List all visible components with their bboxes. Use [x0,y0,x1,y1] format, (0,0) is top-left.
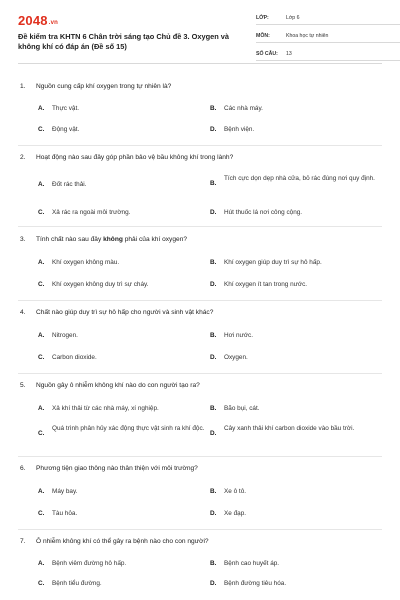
question-5 [18,375,382,457]
meta-value: 13 [286,50,292,57]
option-d[interactable]: D. Hút thuốc lá nơi công cộng. [210,209,303,216]
option-d[interactable]: D. Cây xanh thải khí carbon dioxide vào bầu trời. [210,425,355,437]
option-c[interactable]: C. Động vật. [38,126,80,133]
option-b[interactable]: B. Bão bụi, cát. [210,405,260,412]
option-a[interactable]: A. Khí oxygen không màu. [38,259,120,266]
site-logo[interactable]: 2048.vn [18,13,59,28]
question-number: 2. [20,154,26,161]
option-a[interactable]: A. Xả khí thải từ các nhà máy, xí nghiệp. [38,405,159,412]
option-b[interactable]: B. Tích cực dọn dẹp nhà cửa, bỏ rác đúng nơi quy định. [210,175,375,187]
question-7 [18,531,382,600]
option-c[interactable]: C. Bệnh tiểu đường. [38,580,102,587]
question-6 [18,458,382,530]
question-text: Nguồn cung cấp khí oxygen trong tự nhiên là? [36,83,172,90]
meta-label: SỐ CÂU: [256,50,278,57]
question-text: Hoạt động nào sau đây góp phần bảo vệ bầu không khí trong lành? [36,154,234,161]
meta-label: LỚP: [256,14,269,21]
meta-label: MÔN: [256,32,270,39]
option-b[interactable]: B. Hơi nước. [210,332,253,339]
question-text: Chất nào giúp duy trì sự hô hấp cho người và sinh vật khác? [36,309,214,316]
option-c[interactable]: C. Quá trình phân hủy xác động thực vật sinh ra khí độc. [38,425,205,437]
question-number: 4. [20,309,26,316]
option-d[interactable]: D. Khí oxygen ít tan trong nước. [210,281,308,288]
option-a[interactable]: A. Thực vật. [38,105,80,112]
exam-meta [256,11,400,65]
meta-row-count [256,47,400,61]
option-d[interactable]: D. Xe đạp. [210,510,247,517]
option-b[interactable]: B. Bệnh cao huyết áp. [210,560,280,567]
question-1 [18,76,382,146]
page-title: Đề kiểm tra KHTN 6 Chân trời sáng tạo Chủ đề 3. Oxygen và không khí có đáp án (Đề số 15) [18,32,230,51]
option-a[interactable]: A. Đốt rác thải. [38,181,87,188]
page-header [18,0,382,64]
question-text: Ô nhiễm không khí có thể gây ra bệnh nào cho con người? [36,538,209,545]
option-b[interactable]: B. Khí oxygen giúp duy trì sự hô hấp. [210,259,322,266]
question-text: Phương tiện giao thông nào thân thiện với môi trường? [36,465,198,472]
option-d[interactable]: D. Oxygen. [210,354,248,361]
question-number: 6. [20,465,26,472]
option-d[interactable]: D. Bệnh đường tiêu hóa. [210,580,287,587]
option-a[interactable]: A. Máy bay. [38,488,78,495]
option-c[interactable]: C. Xả rác ra ngoài môi trường. [38,209,131,216]
question-text: Tính chất nào sau đây không phải của khí oxygen? [36,236,188,243]
option-c[interactable]: C. Tàu hỏa. [38,510,78,517]
meta-row-subject [256,29,400,43]
question-text: Nguồn gây ô nhiễm không khí nào do con người tạo ra? [36,382,200,389]
question-number: 1. [20,83,26,90]
question-4 [18,302,382,374]
question-2 [18,147,382,227]
question-number: 3. [20,236,26,243]
meta-row-class [256,11,400,25]
question-number: 7. [20,538,26,545]
question-3 [18,229,382,301]
option-c[interactable]: C. Khí oxygen không duy trì sự cháy. [38,281,149,288]
option-b[interactable]: B. Xe ô tô. [210,488,247,495]
option-c[interactable]: C. Carbon dioxide. [38,354,97,361]
option-a[interactable]: A. Nitrogen. [38,332,78,339]
meta-value: Lớp 6 [286,14,300,21]
option-a[interactable]: A. Bệnh viêm đường hô hấp. [38,560,127,567]
option-b[interactable]: B. Các nhà máy. [210,105,263,112]
meta-value: Khoa học tự nhiên [286,32,329,39]
option-d[interactable]: D. Bệnh viện. [210,126,255,133]
question-number: 5. [20,382,26,389]
